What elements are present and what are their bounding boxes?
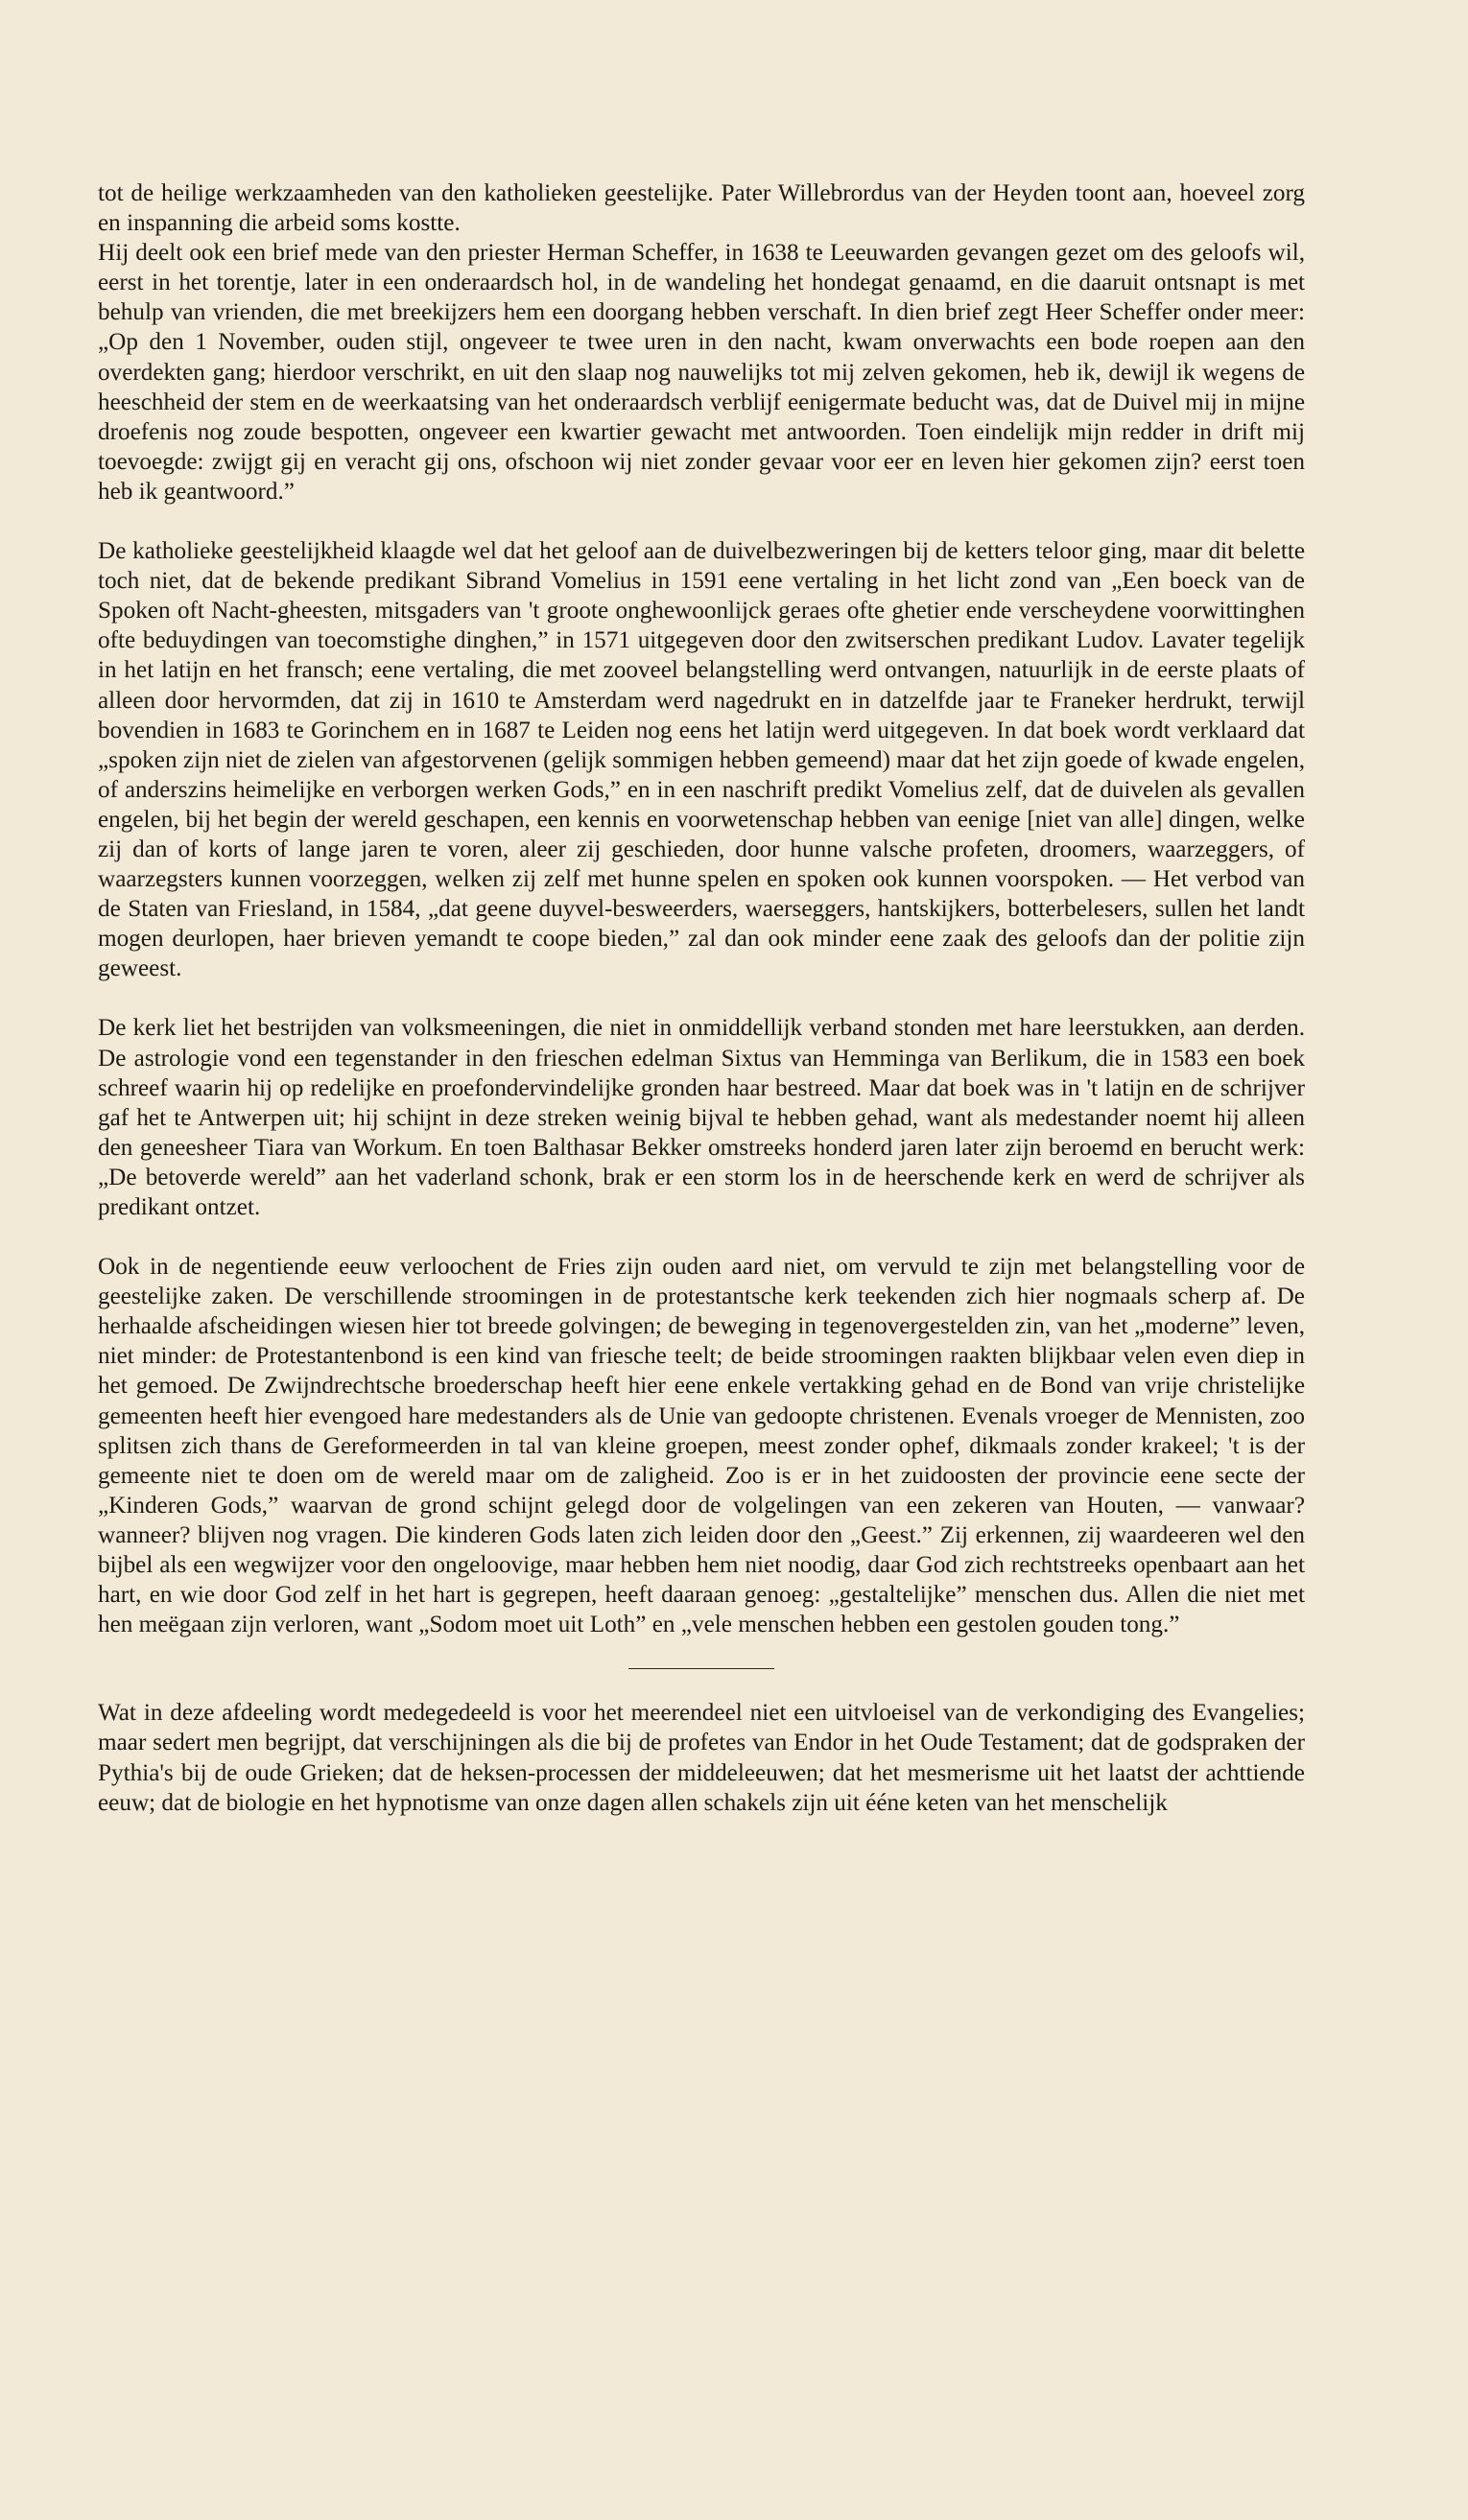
paragraph-closing: Wat in deze afdeeling wordt medegedeeld is voor het meerendeel niet een uitvloeisel van de verkondiging des Evangelies; maar sedert men begrijpt, dat verschijningen als die bij de profetes van Endor in het Oude Testament; dat de godspraken der Pythia's bij de oude Grieken; dat de heksen-processen der middeleeuwen; dat het mesmerisme uit het laatst der achttiende eeuw; dat de biologie en het hypnotisme van onze dagen allen schakels zijn uit ééne keten van het menschelijk bbox=[98, 1700, 1305, 1816]
section-divider bbox=[628, 1668, 774, 1669]
paragraph-nineteenth-century: Ook in de negentiende eeuw verloochent de Fries zijn ouden aard niet, om vervuld te zijn met belangstelling voor de geestelijke zaken. De verschillende stroomingen in de protestantsche kerk teekenden zich hier nogmaals scherp af. De herhaalde afscheidingen wiesen hier tot breede golvingen; de beweging in tegenovergestelden zin, van het „moderne” leven, niet minder: de Protestantenbond is een kind van friesche teelt; de beide stroomingen raakten blijkbaar velen even diep in het gemoed. De Zwijndrechtsche broederschap heeft hier eene enkele vertakking gehad en de Bond van vrije christelijke gemeenten heeft hier evengoed hare medestanders als de Unie van gedoopte christenen. Evenals vroeger de Mennisten, zoo splitsen zich thans de Gereformeerden in tal van kleine groepen, meest zonder ophef, dikmaals zonder krakeel; 't is der gemeente niet te doen om de wereld maar om de zaligheid. Zoo is er in het zuidoosten der provincie eene secte der „Kinderen Gods,” waarvan de grond schijnt gelegd door de volgelingen van een zekeren van Houten, — vanwaar? wanneer? blijven nog vragen. Die kinderen Gods laten zich leiden door den „Geest.” Zij erkennen, zij waardeeren wel den bijbel als een wegwijzer voor den ongeloovige, maar hebben hem niet noodig, daar God zich rechtstreeks openbaart aan het hart, en wie door God zelf in het hart is gegrepen, heeft daaraan genoeg: „gestaltelijke” menschen dus. Allen die niet met hen meëgaan zijn verloren, want „Sodom moet uit Loth” en „vele menschen hebben een gestolen gouden tong.” bbox=[98, 1254, 1305, 1638]
body-text bbox=[98, 178, 1305, 1818]
paragraph-continuation: tot de heilige werkzaamheden van den katholieken geestelijke. Pater Willebrordus van der Heyden toont aan, hoeveel zorg en inspanning die arbeid soms kostte. bbox=[98, 180, 1305, 237]
paragraph-scheffer-letter: Hij deelt ook een brief mede van den priester Herman Scheffer, in 1638 te Leeuwarden gevangen gezet om des geloofs wil, eerst in het torentje, later in een onderaardsch hol, in de wandeling het hondegat genaamd, en die daaruit ontsnapt is met behulp van vrienden, die met breekijzers hem een doorgang hebben verschaft. In dien brief zegt Heer Scheffer onder meer: „Op den 1 November, ouden stijl, ongeveer te twee uren in den nacht, kwam onverwachts een bode roepen aan den overdekten gang; hierdoor verschrikt, en uit den slaap nog nauwelijks tot mij zelven gekomen, heb ik, dewijl ik wegens de heeschheid der stem en de weerkaatsing van het onderaardsch verblijf eenigermate beducht was, dat de Duivel mij in mijne droefenis nog zoude bespotten, ongeveer een kwartier gewacht met antwoorden. Toen eindelijk mijn redder in drift mij toevoegde: zwijgt gij en veracht gij ons, ofschoon wij niet zonder gevaar voor eer en leven hier gekomen zijn? eerst toen heb ik geantwoord.” bbox=[98, 240, 1305, 505]
paragraph-vomelius: De katholieke geestelijkheid klaagde wel dat het geloof aan de duivelbezweringen bij de ketters teloor ging, maar dit belette toch niet, dat de bekende predikant Sibrand Vomelius in 1591 eene vertaling in het licht zond van „Een boeck van de Spoken oft Nacht-gheesten, mitsgaders van 't groote onghewoonlijck geraes ofte ghetier ende verscheydene voorwittinghen ofte beduydingen van toecomstighe dinghen,” in 1571 uitgegeven door den zwitserschen predikant Ludov. Lavater tegelijk in het latijn en het fransch; eene vertaling, die met zooveel belangstelling werd ontvangen, natuurlijk in de eerste plaats of alleen door hervormden, dat zij in 1610 te Amsterdam werd nagedrukt en in datzelfde jaar te Franeker herdrukt, terwijl bovendien in 1683 te Gorinchem en in 1687 te Leiden nog eens het latijn werd uitgegeven. In dat boek wordt verklaard dat „spoken zijn niet de zielen van afgestorvenen (gelijk sommigen hebben gemeend) maar dat het zijn goede of kwade engelen, of anderszins heimelijke en verborgen werken Gods,” en in een naschrift predikt Vomelius zelf, dat de duivelen als gevallen engelen, bij het begin der wereld geschapen, een kennis en voorwetenschap hebben van eenige [niet van alle] dingen, welke zij dan of korts of lange jaren te voren, aleer zij geschieden, door hunne valsche profeten, droomers, waarzeggers, of waarzegsters kunnen voorzeggen, welken zij zelf met hunne spelen en spoken ook kunnen voorspoken. — Het verbod van de Staten van Friesland, in 1584, „dat geene duyvel-besweerders, waerseggers, hantskijkers, botterbelesers, sullen het landt mogen deurlopen, haer brieven yemandt te coope bieden,” zal dan ook minder eene zaak des geloofs dan der politie zijn geweest. bbox=[98, 538, 1305, 982]
paragraph-astrology: De kerk liet het bestrijden van volksmeeningen, die niet in onmiddellijk verband stonden met hare leerstukken, aan derden. De astrologie vond een tegenstander in den frieschen edelman Sixtus van Hemminga van Berlikum, die in 1583 een boek schreef waarin hij op redelijke en proefondervindelijke gronden haar bestreed. Maar dat boek was in 't latijn en de schrijver gaf het te Antwerpen uit; hij schijnt in deze streken weinig bijval te hebben gehad, want als medestander noemt hij alleen den geneesheer Tiara van Workum. En toen Balthasar Bekker omstreeks honderd jaren later zijn beroemd en berucht werk: „De betoverde wereld” aan het vaderland schonk, brak er een storm los in de heerschende kerk en werd de schrijver als predikant ontzet. bbox=[98, 1015, 1305, 1220]
